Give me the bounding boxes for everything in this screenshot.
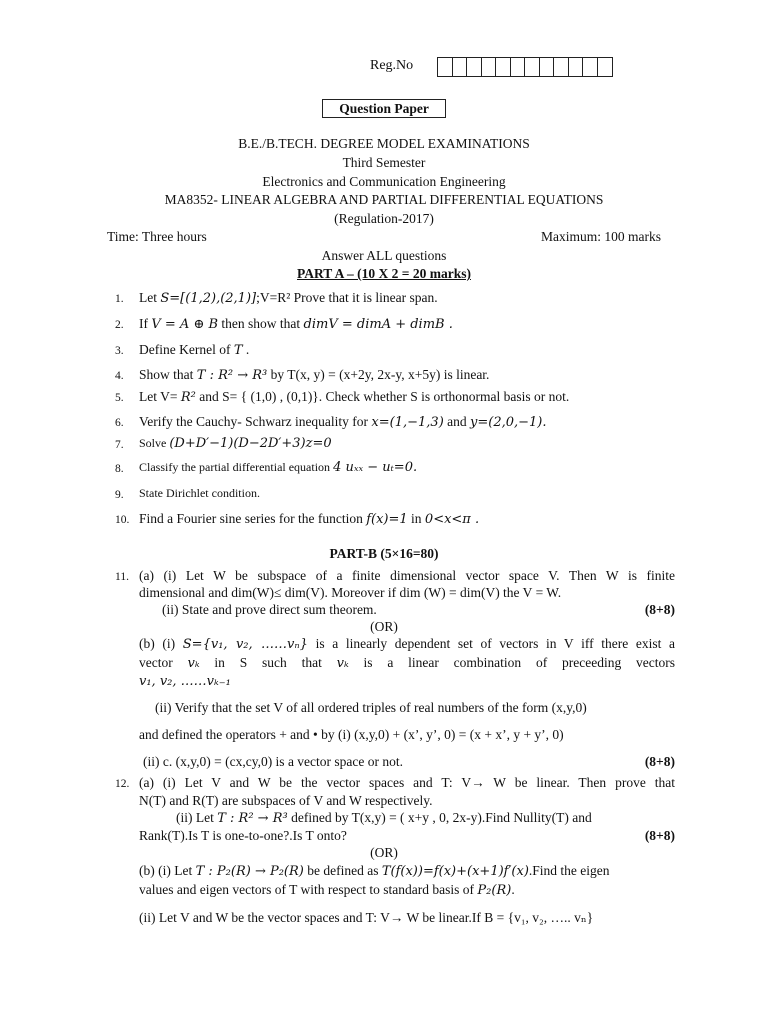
question-math2: 0<x<π .	[424, 512, 480, 527]
question-math: S=[(1,2),(2,1)]	[160, 291, 257, 306]
department: Electronics and Communication Engineering	[262, 174, 506, 189]
instruction: Answer ALL questions	[321, 248, 447, 263]
reg-no-boxes	[437, 57, 613, 77]
q11-a-line1: (a) (i) Let W be subspace of a finite dimensional vector space V. Then W is finite	[139, 568, 675, 583]
q12-a-line4: Rank(T).Is T is one-to-one?.Is T onto?	[139, 828, 347, 843]
q12-b-basis-space: P₂(R)	[477, 883, 512, 898]
q12-a-map: T : R² → R³	[217, 811, 288, 826]
question-number: 7.	[115, 439, 124, 451]
question-math: V = A ⊕ B	[151, 317, 219, 332]
part-a-question	[139, 389, 675, 406]
reg-no-box[interactable]	[511, 58, 526, 76]
q11-b-line1-post: is a linearly dependent set of vectors in V iff there exist a	[307, 636, 675, 651]
q12-a-line2: N(T) and R(T) are subspaces of V and W respectively.	[139, 793, 433, 808]
question-post: then show that	[218, 316, 304, 331]
reg-no-box[interactable]	[438, 58, 453, 76]
reg-no-box[interactable]	[453, 58, 468, 76]
question-number: 4.	[115, 370, 124, 382]
q12-b-line2-post: .	[511, 882, 515, 897]
q12-a-marks: (8+8)	[644, 828, 675, 843]
reg-no-box[interactable]	[482, 58, 497, 76]
part-a-question	[139, 486, 675, 500]
q11-b-preceding-vectors: v₁, v₂, ……vₖ₋₁	[139, 674, 231, 689]
question-pre: Show that	[139, 367, 197, 382]
q11-b-line1	[139, 636, 675, 653]
q11-b-line4: (ii) Verify that the set V of all ordered triples of real numbers of the form (x,y,0)	[155, 700, 587, 715]
question-number: 5.	[115, 392, 124, 404]
q11-b-vk-2: vₖ	[336, 656, 349, 671]
question-math2: y=(2,0,−1).	[470, 415, 547, 430]
part-a-question	[139, 316, 675, 333]
question-math2: dimV = dimA + dimB .	[303, 317, 453, 332]
reg-no-box[interactable]	[554, 58, 569, 76]
question-math: T	[233, 343, 243, 358]
reg-no-box[interactable]	[569, 58, 584, 76]
question-pre: Let	[139, 290, 161, 305]
part-a-question	[139, 511, 675, 528]
question-math: (D+D′−1)(D−2D′+3)z=0	[169, 436, 332, 451]
question-pre: Verify the Cauchy- Schwarz inequality for	[139, 414, 372, 429]
question-math: R²	[180, 390, 196, 405]
q12-a-line3-pre: (ii) Let	[176, 810, 218, 825]
q12-a-line1: (a) (i) Let V and W be the vector spaces and T: V→ W be linear. Then prove that	[139, 775, 675, 790]
or-separator-1: (OR)	[370, 619, 398, 634]
question-pre: Solve	[139, 436, 170, 450]
question-paper-label: Question Paper	[322, 99, 446, 118]
q12-b-line1-mid: be defined as	[303, 863, 382, 878]
semester: Third Semester	[342, 155, 426, 170]
exam-time: Time: Three hours	[107, 229, 207, 244]
question-number: 3.	[115, 345, 124, 357]
course-title: MA8352- LINEAR ALGEBRA AND PARTIAL DIFFERENTIAL EQUATIONS	[164, 192, 604, 207]
part-a-question	[139, 342, 675, 359]
question-pre: Find a Fourier sine series for the function	[139, 511, 367, 526]
q11-b-line2-post: is a linear combination of preceeding vectors	[348, 655, 675, 670]
question-number: 10.	[115, 514, 130, 526]
question-number-12: 12.	[115, 778, 130, 790]
question-post: and	[443, 414, 471, 429]
question-pre: Classify the partial differential equation	[139, 460, 334, 474]
question-post: and S= { (1,0) , (0,1)}. Check whether S is orthonormal basis or not.	[195, 389, 570, 404]
q12-b-line3: (ii) Let V and W be the vector spaces and T: V→ W be linear.If B = {v₁, v₂, ….. vₙ}	[139, 910, 594, 925]
or-separator-2: (OR)	[370, 845, 398, 860]
question-number: 1.	[115, 293, 124, 305]
question-number: 8.	[115, 463, 124, 475]
part-a-question	[139, 460, 675, 476]
part-a-question	[139, 367, 675, 384]
q11-b-line6: (ii) c. (x,y,0) = (cx,cy,0) is a vector space or not.	[143, 754, 404, 769]
q11-a-marks: (8+8)	[644, 602, 675, 617]
q12-a-line3	[176, 810, 675, 827]
question-post: in	[407, 511, 425, 526]
q11-b-line1-pre: (b) (i)	[139, 636, 183, 651]
question-post: by T(x, y) = (x+2y, 2x-y, x+5y) is linear.	[267, 367, 490, 382]
question-number: 2.	[115, 319, 124, 331]
q11-b-line2	[139, 655, 675, 672]
reg-no-box[interactable]	[496, 58, 511, 76]
q11-b-marks: (8+8)	[644, 754, 675, 769]
q11-b-line3	[139, 673, 675, 690]
question-math: f(x)=1	[366, 512, 408, 527]
question-math: T : R² → R³	[196, 368, 268, 383]
degree-title: B.E./B.TECH. DEGREE MODEL EXAMINATIONS	[238, 136, 530, 151]
question-math: x=(1,−1,3)	[371, 415, 444, 430]
q12-b-line1-post: .Find the eigen	[528, 863, 610, 878]
reg-no-label: Reg.No	[370, 58, 414, 73]
question-post: .	[242, 342, 250, 357]
q11-a-line3: (ii) State and prove direct sum theorem.	[162, 602, 377, 617]
question-math: 4 uₓₓ − uₜ=0.	[333, 460, 418, 475]
q12-b-line2	[139, 882, 675, 899]
reg-no-box[interactable]	[598, 58, 613, 76]
q11-b-vk: vₖ	[187, 656, 200, 671]
part-b-title: PART-B (5×16=80)	[329, 546, 439, 561]
part-a-question	[139, 414, 675, 431]
q11-b-line2-mid: in S such that	[199, 655, 337, 670]
question-number: 9.	[115, 489, 124, 501]
q12-b-line2-pre: values and eigen vectors of T with respect to standard basis of	[139, 882, 478, 897]
part-a-title: PART A – (10 X 2 = 20 marks)	[297, 266, 471, 281]
reg-no-box[interactable]	[583, 58, 598, 76]
reg-no-box[interactable]	[540, 58, 555, 76]
question-post: ;V=R² Prove that it is linear span.	[256, 290, 438, 305]
q11-b-set-s: S={v₁, v₂, ……vₙ}	[182, 637, 308, 652]
question-pre: State Dirichlet condition.	[139, 486, 260, 500]
reg-no-box[interactable]	[525, 58, 540, 76]
max-marks: Maximum: 100 marks	[541, 229, 661, 244]
question-number-11: 11.	[115, 571, 129, 583]
q11-b-line5: and defined the operators + and • by (i) (x,y,0) + (x’, y’, 0) = (x + x’, y + y’, 0)	[139, 727, 564, 742]
q12-b-definition: T(f(x))=f(x)+(x+1)f′(x)	[381, 864, 529, 879]
question-pre: If	[139, 316, 152, 331]
q12-b-line1-pre: (b) (i) Let	[139, 863, 196, 878]
q11-a-line2: dimensional and dim(W)≤ dim(V). Moreover if dim (W) = dim(V) the V = W.	[139, 585, 562, 600]
part-a-question	[139, 436, 675, 452]
q12-a-line3-post: defined by T(x,y) = ( x+y , 0, 2x-y).Find Nullity(T) and	[287, 810, 592, 825]
q11-b-line2-pre: vector	[139, 655, 188, 670]
part-a-question	[139, 290, 675, 307]
regulation: (Regulation-2017)	[334, 211, 434, 226]
q12-b-line1	[139, 863, 675, 880]
question-pre: Define Kernel of	[139, 342, 234, 357]
question-pre: Let V=	[139, 389, 181, 404]
reg-no-box[interactable]	[467, 58, 482, 76]
q12-b-map: T : P₂(R) → P₂(R)	[195, 864, 304, 879]
question-number: 6.	[115, 417, 124, 429]
